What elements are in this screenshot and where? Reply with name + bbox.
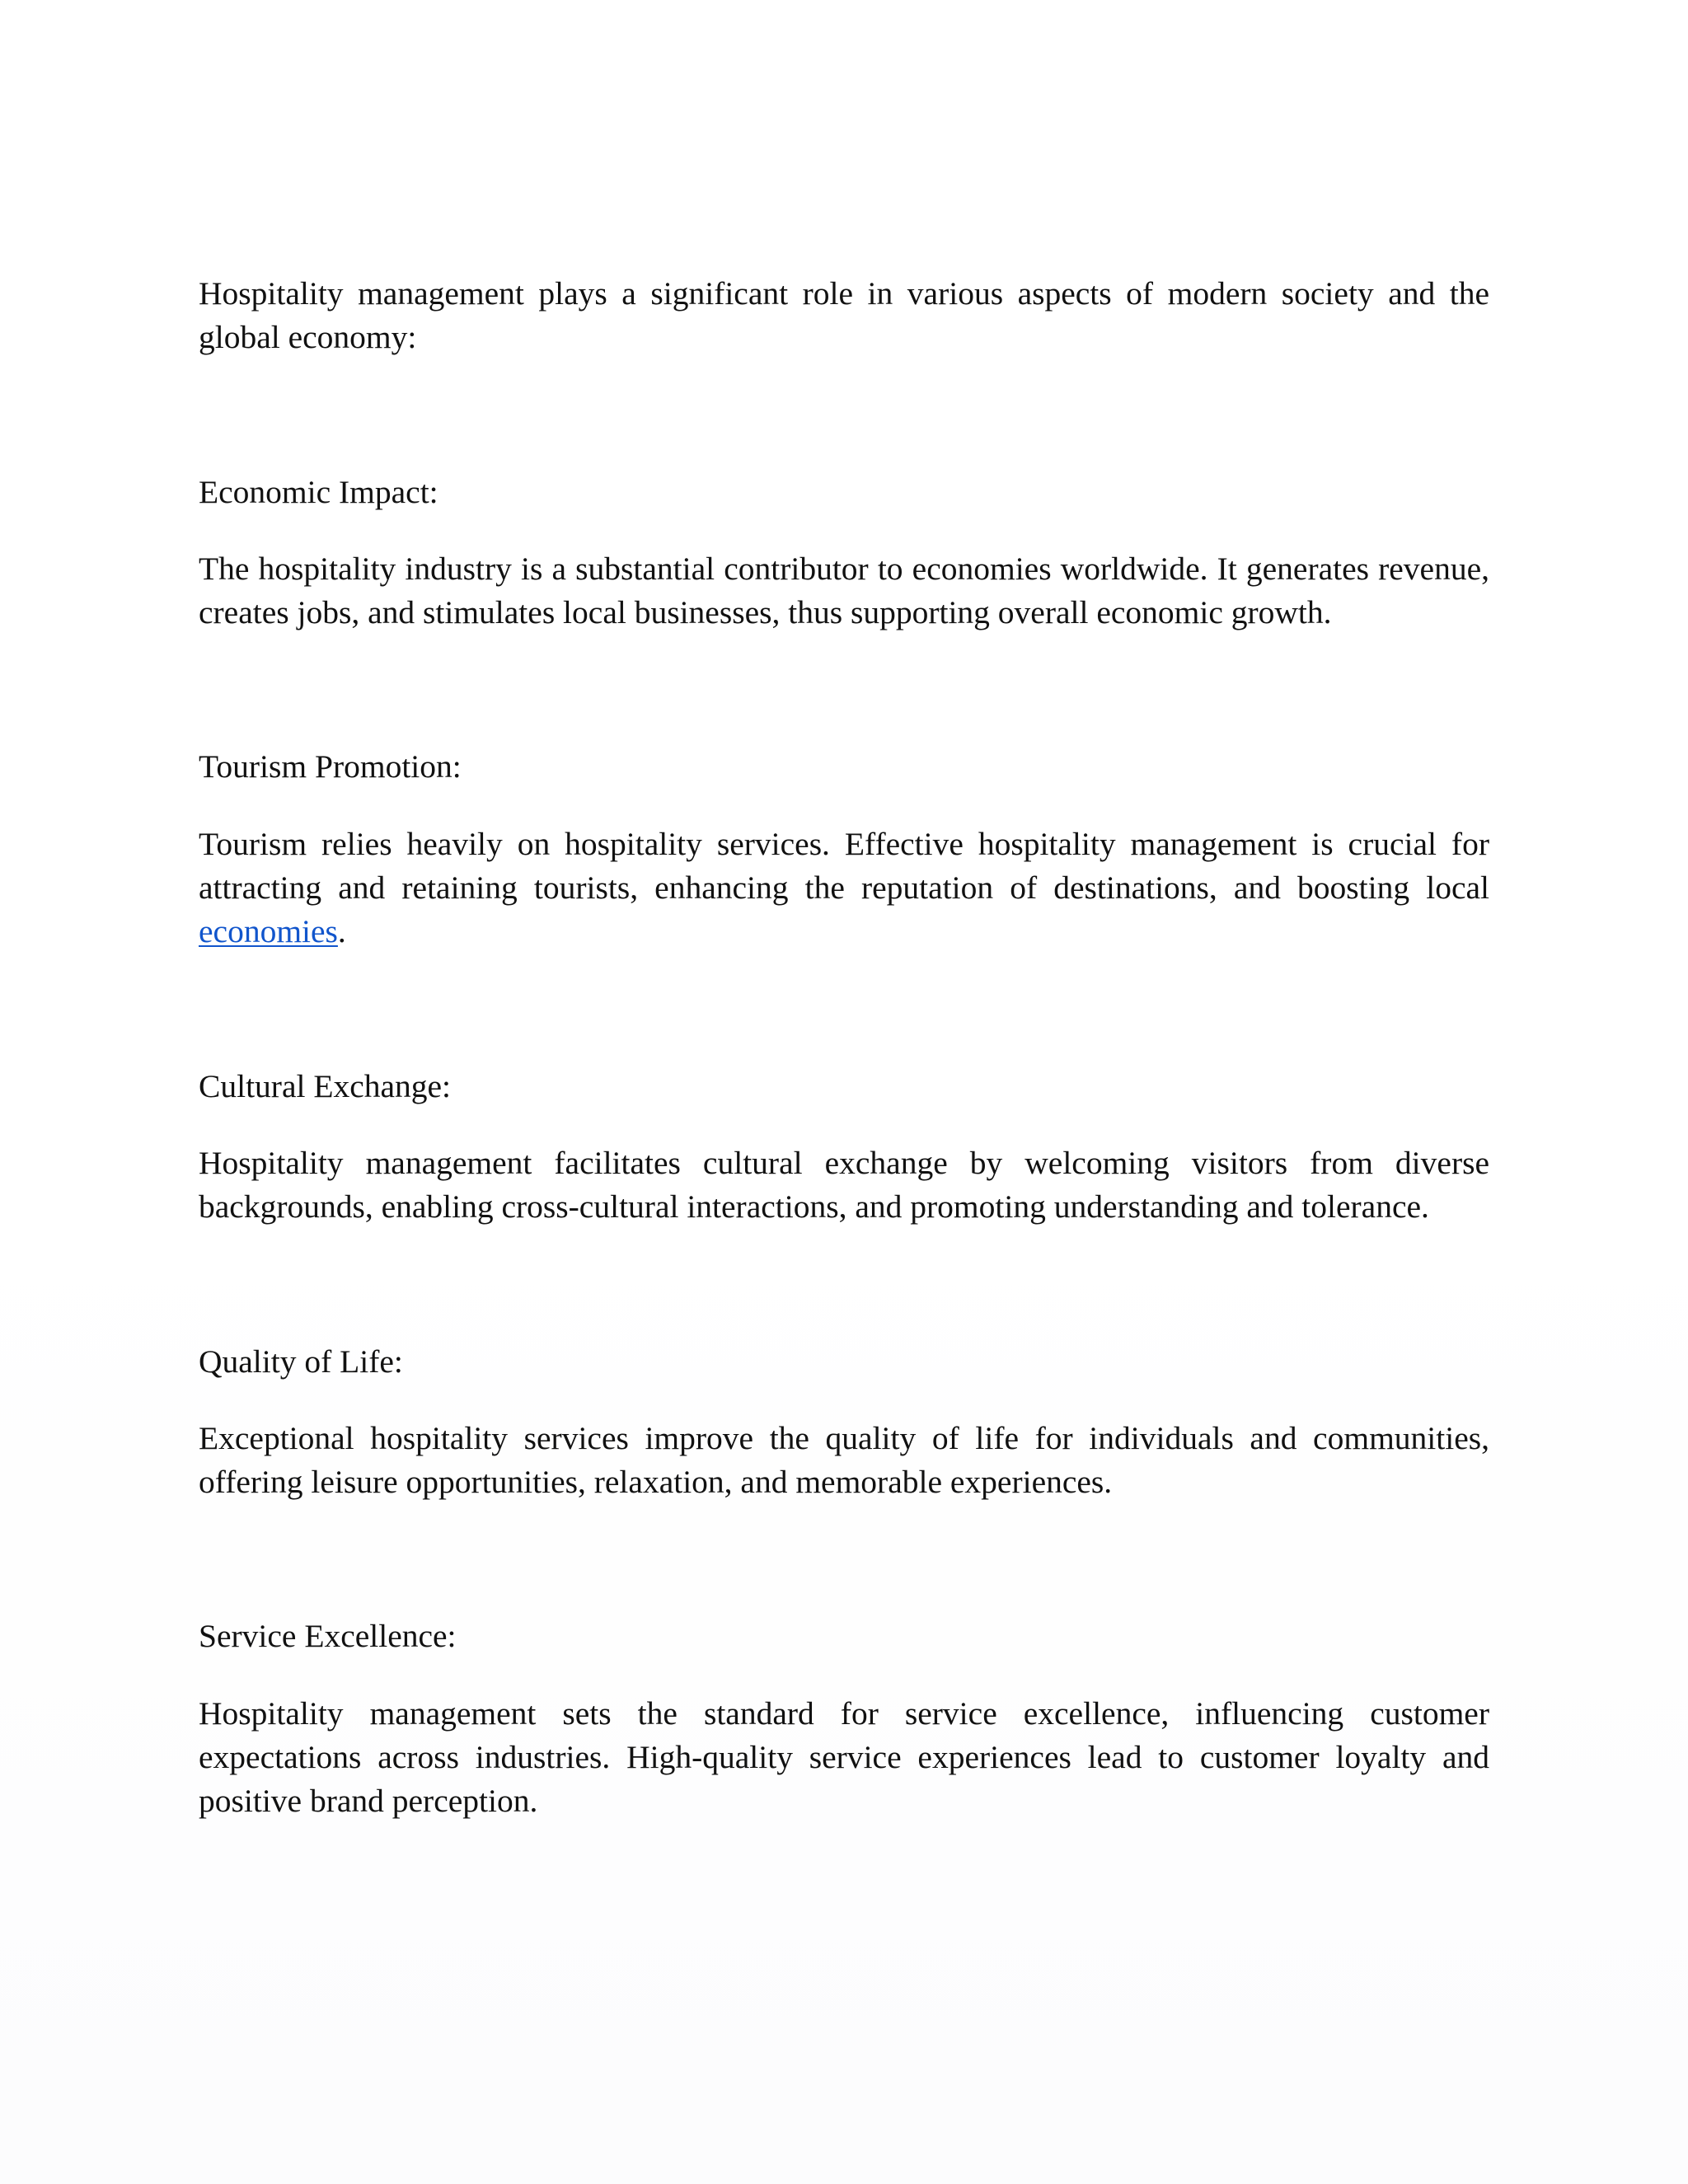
- section-body-end: .: [337, 913, 346, 950]
- document-body: [199, 272, 1489, 1824]
- section-heading: Tourism Promotion:: [199, 748, 462, 785]
- section-body: Exceptional hospitality services improve the quality of life for individuals and communities, offering leisure opportunities, relaxation, and memorable experiences.: [199, 1419, 1489, 1501]
- intro-paragraph: Hospitality management plays a significant role in various aspects of modern society and the global economy:: [199, 275, 1489, 356]
- section-heading: Economic Impact:: [199, 473, 438, 510]
- section-tourism-promotion: [199, 745, 1489, 954]
- section-body: [199, 823, 1489, 954]
- section-body: The hospitality industry is a substantial contributor to economies worldwide. It generates revenue, creates jobs, and stimulates local businesses, thus supporting overall economic growth.: [199, 550, 1489, 631]
- section-heading: Service Excellence:: [199, 1618, 457, 1655]
- section-heading: Cultural Exchange:: [199, 1067, 452, 1104]
- section-quality-of-life: [199, 1340, 1489, 1505]
- section-body: Hospitality management sets the standard for service excellence, influencing customer expectations across industries. High-quality service experiences lead to customer loyalty and positive brand perception.: [199, 1694, 1489, 1820]
- section-body: Hospitality management facilitates cultural exchange by welcoming visitors from diverse backgrounds, enabling cross-cultural interactions, and promoting understanding and tolerance.: [199, 1144, 1489, 1226]
- section-heading: Quality of Life:: [199, 1343, 403, 1380]
- section-service-excellence: [199, 1615, 1489, 1823]
- section-cultural-exchange: [199, 1065, 1489, 1230]
- economies-link[interactable]: economies: [199, 913, 338, 950]
- section-body-text: Tourism relies heavily on hospitality services. Effective hospitality management is crucial for attracting and retaining tourists, enhancing the reputation of destinations, and boosting local: [199, 825, 1489, 907]
- section-economic-impact: [199, 471, 1489, 635]
